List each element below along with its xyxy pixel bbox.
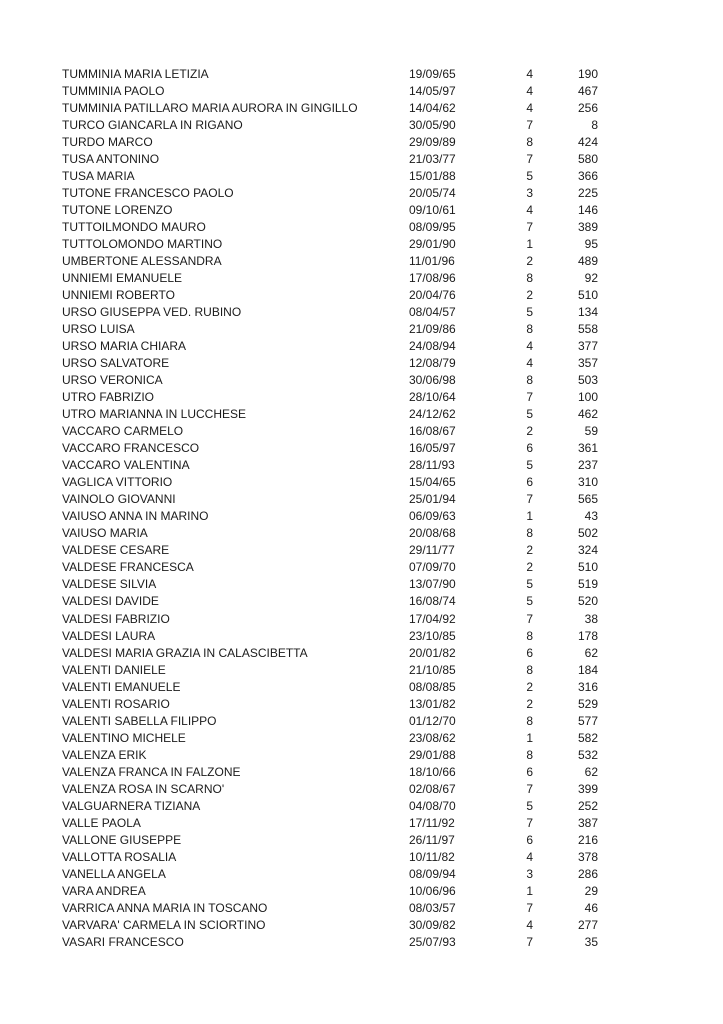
number-cell: 529 — [577, 696, 598, 711]
name-cell: VALENTI EMANUELE — [62, 679, 181, 694]
table-row — [62, 253, 598, 270]
birth-date-cell: 08/09/94 — [409, 866, 456, 881]
birth-date-cell: 02/08/67 — [409, 781, 456, 796]
table-row — [62, 185, 598, 202]
table-row — [62, 168, 598, 185]
birth-date-cell: 29/09/89 — [409, 135, 456, 150]
names-table — [62, 66, 598, 951]
number-cell: 378 — [577, 849, 598, 864]
birth-date-cell: 17/04/92 — [409, 611, 456, 626]
table-row — [62, 645, 598, 662]
number-cell: 92 — [584, 271, 598, 286]
name-cell: TUTONE LORENZO — [62, 203, 173, 218]
table-row — [62, 440, 598, 457]
number-cell: 8 — [591, 118, 598, 133]
number-cell: 95 — [584, 237, 598, 252]
name-cell: VALDESE SILVIA — [62, 577, 157, 592]
birth-date-cell: 21/10/85 — [409, 662, 456, 677]
table-row — [62, 117, 598, 134]
number-cell: 489 — [577, 254, 598, 269]
section-cell: 4 — [526, 84, 533, 99]
section-cell: 6 — [526, 475, 533, 490]
birth-date-cell: 20/01/82 — [409, 645, 456, 660]
number-cell: 62 — [584, 764, 598, 779]
name-cell: TURDO MARCO — [62, 135, 153, 150]
birth-date-cell: 25/01/94 — [409, 492, 456, 507]
number-cell: 178 — [577, 628, 598, 643]
number-cell: 134 — [577, 305, 598, 320]
section-cell: 3 — [526, 186, 533, 201]
table-row — [62, 934, 598, 951]
number-cell: 43 — [584, 509, 598, 524]
section-cell: 6 — [526, 832, 533, 847]
birth-date-cell: 11/01/96 — [409, 254, 455, 269]
number-cell: 502 — [577, 526, 598, 541]
name-cell: URSO SALVATORE — [62, 356, 170, 371]
section-cell: 7 — [526, 118, 533, 133]
birth-date-cell: 10/11/82 — [409, 849, 455, 864]
birth-date-cell: 12/08/79 — [409, 356, 456, 371]
name-cell: VALENTI DANIELE — [62, 662, 166, 677]
table-row — [62, 338, 598, 355]
table-row — [62, 628, 598, 645]
birth-date-cell: 17/11/92 — [409, 815, 455, 830]
section-cell: 4 — [526, 67, 533, 81]
name-cell: VALDESI FABRIZIO — [62, 611, 170, 626]
birth-date-cell: 24/12/62 — [409, 407, 456, 422]
section-cell: 4 — [526, 203, 533, 218]
section-cell: 2 — [526, 254, 533, 269]
name-cell: URSO MARIA CHIARA — [62, 339, 187, 354]
table-row — [62, 321, 598, 338]
number-cell: 184 — [577, 662, 598, 677]
section-cell: 8 — [526, 526, 533, 541]
name-cell: UNNIEMI ROBERTO — [62, 288, 175, 303]
name-cell: UTRO MARIANNA IN LUCCHESE — [62, 407, 247, 422]
birth-date-cell: 15/04/65 — [409, 475, 456, 490]
section-cell: 7 — [526, 492, 533, 507]
section-cell: 5 — [526, 305, 533, 320]
birth-date-cell: 26/11/97 — [409, 832, 455, 847]
birth-date-cell: 29/01/90 — [409, 237, 456, 252]
name-cell: UMBERTONE ALESSANDRA — [62, 254, 222, 269]
number-cell: 387 — [577, 815, 598, 830]
name-cell: TURCO GIANCARLA IN RIGANO — [62, 118, 243, 133]
number-cell: 580 — [577, 152, 598, 167]
number-cell: 190 — [577, 67, 598, 81]
name-cell: VALDESI DAVIDE — [62, 594, 159, 609]
birth-date-cell: 16/08/67 — [409, 424, 456, 439]
birth-date-cell: 21/09/86 — [409, 322, 456, 337]
birth-date-cell: 13/07/90 — [409, 577, 456, 592]
name-cell: TUSA MARIA — [62, 169, 135, 184]
table-row — [62, 491, 598, 508]
section-cell: 1 — [526, 883, 533, 898]
number-cell: 100 — [577, 390, 598, 405]
birth-date-cell: 30/06/98 — [409, 373, 456, 388]
birth-date-cell: 19/09/65 — [409, 67, 456, 81]
table-row — [62, 917, 598, 934]
name-cell: VALENTINO MICHELE — [62, 730, 186, 745]
section-cell: 2 — [526, 288, 533, 303]
birth-date-cell: 04/08/70 — [409, 798, 456, 813]
section-cell: 2 — [526, 696, 533, 711]
section-cell: 7 — [526, 934, 533, 949]
table-row — [62, 713, 598, 730]
name-cell: TUTTOLOMONDO MARTINO — [62, 237, 223, 252]
number-cell: 510 — [577, 288, 598, 303]
name-cell: VALDESE FRANCESCA — [62, 560, 194, 575]
table-row — [62, 866, 598, 883]
birth-date-cell: 21/03/77 — [409, 152, 456, 167]
section-cell: 7 — [526, 611, 533, 626]
name-cell: VALLOTTA ROSALIA — [62, 849, 177, 864]
number-cell: 252 — [577, 798, 598, 813]
name-cell: VAIUSO ANNA IN MARINO — [62, 509, 209, 524]
number-cell: 146 — [577, 203, 598, 218]
section-cell: 5 — [526, 798, 533, 813]
name-cell: VALGUARNERA TIZIANA — [62, 798, 201, 813]
name-cell: VALDESI MARIA GRAZIA IN CALASCIBETTA — [62, 645, 308, 660]
birth-date-cell: 20/04/76 — [409, 288, 456, 303]
number-cell: 399 — [577, 781, 598, 796]
table-row — [62, 304, 598, 321]
section-cell: 2 — [526, 543, 533, 558]
birth-date-cell: 08/03/57 — [409, 900, 456, 915]
name-cell: VACCARO CARMELO — [62, 424, 184, 439]
number-cell: 503 — [577, 373, 598, 388]
birth-date-cell: 20/05/74 — [409, 186, 456, 201]
table-row — [62, 611, 598, 628]
section-cell: 8 — [526, 662, 533, 677]
table-row — [62, 270, 598, 287]
name-cell: TUMMINIA PATILLARO MARIA AURORA IN GINGILLO — [62, 101, 358, 116]
section-cell: 6 — [526, 764, 533, 779]
table-row — [62, 798, 598, 815]
name-cell: VANELLA ANGELA — [62, 866, 166, 881]
number-cell: 558 — [577, 322, 598, 337]
table-row — [62, 679, 598, 696]
table-row — [62, 696, 598, 713]
number-cell: 510 — [577, 560, 598, 575]
number-cell: 389 — [577, 220, 598, 235]
table-row — [62, 508, 598, 525]
table-row — [62, 134, 598, 151]
birth-date-cell: 24/08/94 — [409, 339, 456, 354]
name-cell: VALDESI LAURA — [62, 628, 156, 643]
section-cell: 1 — [526, 509, 533, 524]
section-cell: 4 — [526, 356, 533, 371]
birth-date-cell: 14/04/62 — [409, 101, 456, 116]
number-cell: 532 — [577, 747, 598, 762]
birth-date-cell: 10/06/96 — [409, 883, 456, 898]
table-row — [62, 83, 598, 100]
birth-date-cell: 15/01/88 — [409, 169, 456, 184]
number-cell: 582 — [577, 730, 598, 745]
name-cell: VALDESE CESARE — [62, 543, 170, 558]
section-cell: 7 — [526, 220, 533, 235]
number-cell: 29 — [584, 883, 598, 898]
section-cell: 7 — [526, 390, 533, 405]
section-cell: 4 — [526, 849, 533, 864]
section-cell: 6 — [526, 645, 533, 660]
section-cell: 6 — [526, 441, 533, 456]
number-cell: 225 — [577, 186, 598, 201]
section-cell: 8 — [526, 322, 533, 337]
table-row — [62, 389, 598, 406]
name-cell: VALLE PAOLA — [62, 815, 141, 830]
name-cell: VARVARA' CARMELA IN SCIORTINO — [62, 917, 266, 932]
birth-date-cell: 25/07/93 — [409, 934, 456, 949]
birth-date-cell: 07/09/70 — [409, 560, 456, 575]
table-row — [62, 287, 598, 304]
table-row — [62, 747, 598, 764]
name-cell: VAIUSO MARIA — [62, 526, 148, 541]
section-cell: 7 — [526, 900, 533, 915]
name-cell: UTRO FABRIZIO — [62, 390, 155, 405]
number-cell: 577 — [577, 713, 598, 728]
table-row — [62, 662, 598, 679]
section-cell: 8 — [526, 373, 533, 388]
table-row — [62, 900, 598, 917]
number-cell: 59 — [584, 424, 598, 439]
table-row — [62, 815, 598, 832]
number-cell: 565 — [577, 492, 598, 507]
section-cell: 8 — [526, 713, 533, 728]
name-cell: TUTTOILMONDO MAURO — [62, 220, 206, 235]
table-row — [62, 849, 598, 866]
birth-date-cell: 08/09/95 — [409, 220, 456, 235]
birth-date-cell: 28/11/93 — [409, 458, 455, 473]
table-row — [62, 423, 598, 440]
table-row — [62, 236, 598, 253]
birth-date-cell: 20/08/68 — [409, 526, 456, 541]
table-row — [62, 883, 598, 900]
table-row — [62, 474, 598, 491]
table-row — [62, 372, 598, 389]
birth-date-cell: 29/11/77 — [409, 543, 455, 558]
name-cell: TUSA ANTONINO — [62, 152, 160, 167]
name-cell: VACCARO VALENTINA — [62, 458, 190, 473]
section-cell: 7 — [526, 781, 533, 796]
number-cell: 462 — [577, 407, 598, 422]
number-cell: 357 — [577, 356, 598, 371]
table-row — [62, 593, 598, 610]
birth-date-cell: 16/05/97 — [409, 441, 456, 456]
table-row — [62, 832, 598, 849]
number-cell: 366 — [577, 169, 598, 184]
section-cell: 4 — [526, 917, 533, 932]
section-cell: 4 — [526, 339, 533, 354]
birth-date-cell: 28/10/64 — [409, 390, 456, 405]
name-cell: VARRICA ANNA MARIA IN TOSCANO — [62, 900, 268, 915]
number-cell: 424 — [577, 135, 598, 150]
section-cell: 3 — [526, 866, 533, 881]
number-cell: 237 — [577, 458, 598, 473]
name-cell: UNNIEMI EMANUELE — [62, 271, 183, 286]
number-cell: 256 — [577, 101, 598, 116]
table-row — [62, 202, 598, 219]
name-cell: VAINOLO GIOVANNI — [62, 492, 176, 507]
name-cell: VALENZA ROSA IN SCARNO' — [62, 781, 225, 796]
section-cell: 2 — [526, 560, 533, 575]
name-cell: VASARI FRANCESCO — [62, 934, 184, 949]
name-cell: VACCARO FRANCESCO — [62, 441, 200, 456]
name-cell: URSO LUISA — [62, 322, 135, 337]
section-cell: 5 — [526, 169, 533, 184]
number-cell: 377 — [577, 339, 598, 354]
birth-date-cell: 01/12/70 — [409, 713, 456, 728]
birth-date-cell: 13/01/82 — [409, 696, 456, 711]
name-cell: VALENZA ERIK — [62, 747, 147, 762]
name-cell: TUMMINIA PAOLO — [62, 84, 165, 99]
section-cell: 5 — [526, 577, 533, 592]
table-row — [62, 406, 598, 423]
number-cell: 38 — [584, 611, 598, 626]
table-row — [62, 764, 598, 781]
table-row — [62, 457, 598, 474]
name-cell: VALENTI SABELLA FILIPPO — [62, 713, 217, 728]
section-cell: 5 — [526, 594, 533, 609]
section-cell: 5 — [526, 407, 533, 422]
birth-date-cell: 18/10/66 — [409, 764, 456, 779]
birth-date-cell: 06/09/63 — [409, 509, 456, 524]
birth-date-cell: 30/09/82 — [409, 917, 456, 932]
section-cell: 7 — [526, 152, 533, 167]
number-cell: 361 — [577, 441, 598, 456]
section-cell: 8 — [526, 271, 533, 286]
number-cell: 35 — [584, 934, 598, 949]
number-cell: 310 — [577, 475, 598, 490]
number-cell: 316 — [577, 679, 598, 694]
birth-date-cell: 29/01/88 — [409, 747, 456, 762]
section-cell: 1 — [526, 237, 533, 252]
table-row — [62, 730, 598, 747]
name-cell: VARA ANDREA — [62, 883, 146, 898]
name-cell: VALENTI ROSARIO — [62, 696, 170, 711]
birth-date-cell: 23/08/62 — [409, 730, 456, 745]
number-cell: 519 — [577, 577, 598, 592]
section-cell: 2 — [526, 679, 533, 694]
birth-date-cell: 08/08/85 — [409, 679, 456, 694]
table-row — [62, 576, 598, 593]
number-cell: 62 — [584, 645, 598, 660]
section-cell: 1 — [526, 730, 533, 745]
table-row — [62, 151, 598, 168]
section-cell: 4 — [526, 101, 533, 116]
birth-date-cell: 14/05/97 — [409, 84, 456, 99]
table-row — [62, 781, 598, 798]
birth-date-cell: 30/05/90 — [409, 118, 456, 133]
name-cell: URSO VERONICA — [62, 373, 163, 388]
number-cell: 467 — [577, 84, 598, 99]
name-cell: VAGLICA VITTORIO — [62, 475, 173, 490]
number-cell: 324 — [577, 543, 598, 558]
section-cell: 8 — [526, 628, 533, 643]
name-cell: TUTONE FRANCESCO PAOLO — [62, 186, 234, 201]
number-cell: 46 — [584, 900, 598, 915]
section-cell: 2 — [526, 424, 533, 439]
name-cell: URSO GIUSEPPA VED. RUBINO — [62, 305, 242, 320]
section-cell: 7 — [526, 815, 533, 830]
number-cell: 286 — [577, 866, 598, 881]
number-cell: 216 — [577, 832, 598, 847]
table-row — [62, 219, 598, 236]
table-row — [62, 559, 598, 576]
table-row — [62, 525, 598, 542]
birth-date-cell: 17/08/96 — [409, 271, 456, 286]
table-row — [62, 100, 598, 117]
name-cell: VALLONE GIUSEPPE — [62, 832, 182, 847]
section-cell: 8 — [526, 135, 533, 150]
name-cell: VALENZA FRANCA IN FALZONE — [62, 764, 241, 779]
table-row — [62, 66, 598, 83]
table-row — [62, 542, 598, 559]
birth-date-cell: 09/10/61 — [409, 203, 456, 218]
table-row — [62, 355, 598, 372]
number-cell: 277 — [577, 917, 598, 932]
birth-date-cell: 08/04/57 — [409, 305, 456, 320]
birth-date-cell: 23/10/85 — [409, 628, 456, 643]
birth-date-cell: 16/08/74 — [409, 594, 456, 609]
section-cell: 8 — [526, 747, 533, 762]
name-cell: TUMMINIA MARIA LETIZIA — [62, 67, 209, 81]
number-cell: 520 — [577, 594, 598, 609]
section-cell: 5 — [526, 458, 533, 473]
